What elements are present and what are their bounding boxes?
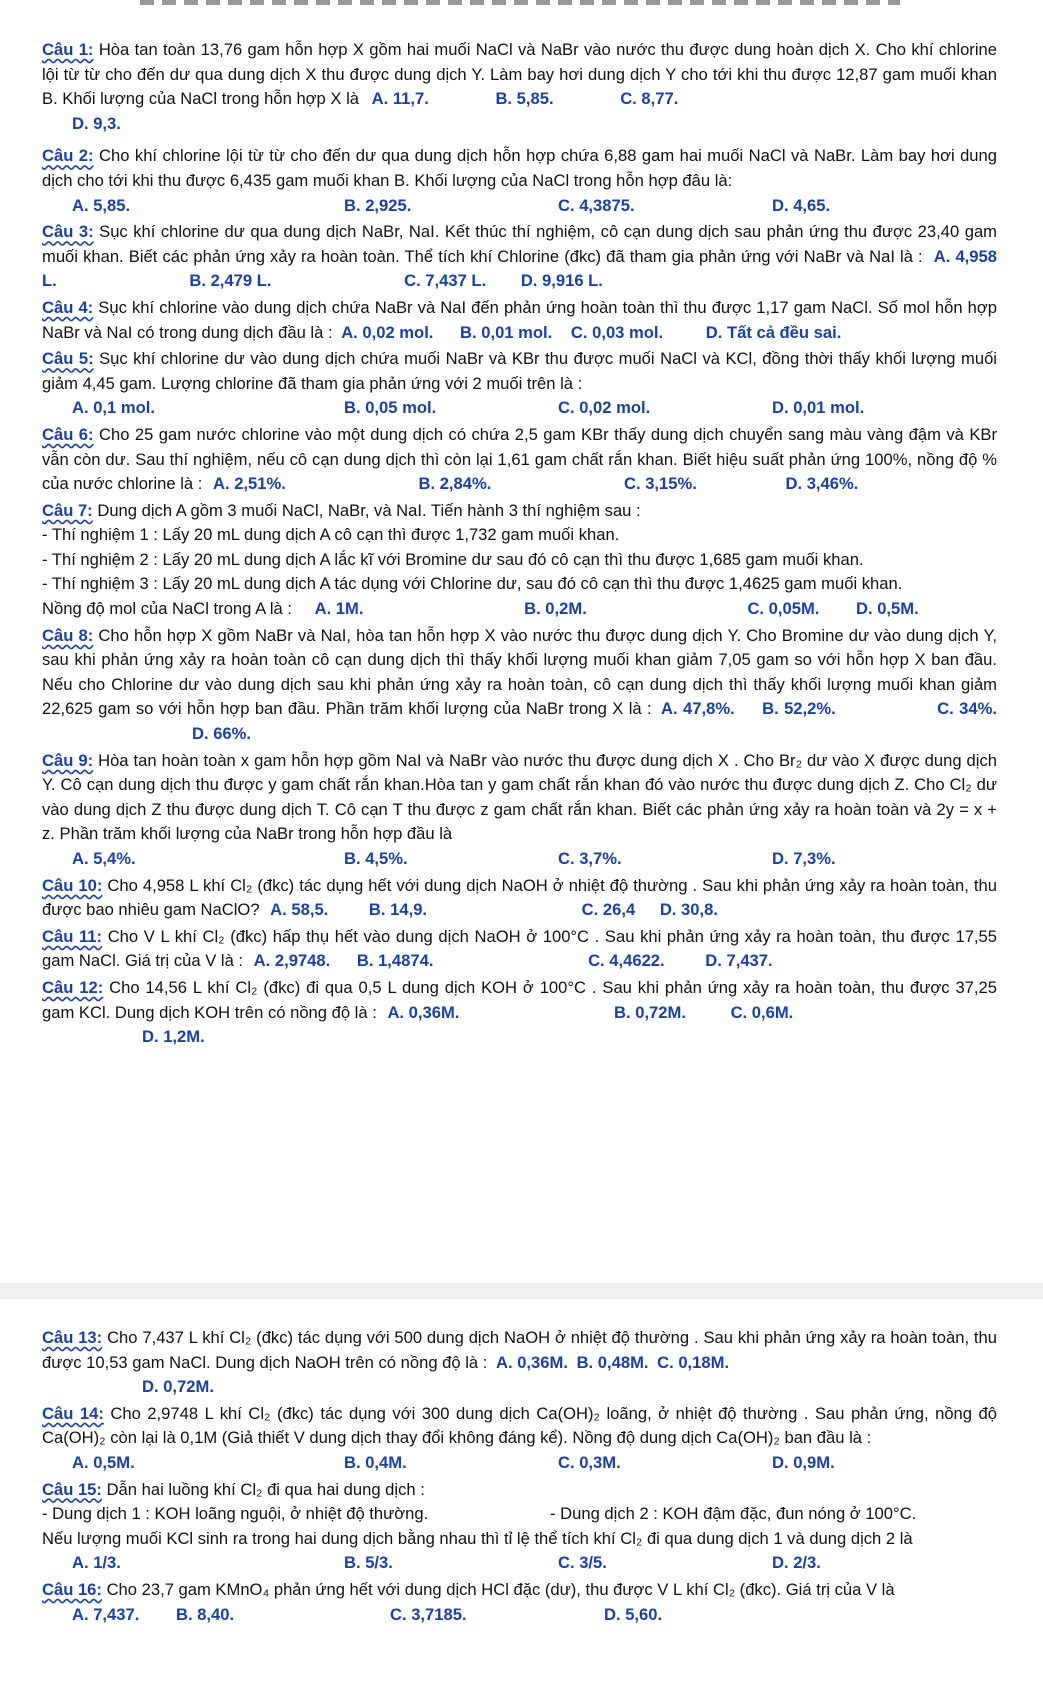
question-text: Hòa tan hoàn toàn x gam hỗn hợp gồm NaI và NaBr vào nước thu được dung dịch X . Cho Br₂ dư vào X được dung dịch Y. Cô cạn dung dịch thu được y gam chất rắn khan.Hòa tan y gam chất rắn khan đó vào nước thu được dung dịch Z. Cho Cl₂ dư vào dung dịch Z thu được dung dịch T. Cô cạn T thu được z gam chất rắn khan. Biết các phản ứng xảy ra hoàn toàn và 2y = x + z. Phần trăm khối lượng của NaBr trong hỗn hợp đầu là bbox=[42, 750, 997, 844]
experiment-2: - Thí nghiệm 2 : Lấy 20 mL dung dịch A lắc kĩ với Bromine dư sau đó cô cạn thì thu được 1,685 gam muối khan. bbox=[42, 549, 864, 569]
option-a: A. 11,7. bbox=[371, 89, 429, 109]
question-4 bbox=[42, 296, 997, 345]
option-c: C. 3,15%. bbox=[623, 474, 697, 494]
question-9 bbox=[42, 749, 997, 872]
option-c: C. 34%. bbox=[937, 699, 997, 719]
option-b: B. 0,48M. bbox=[576, 1352, 649, 1372]
option-c: C. 8,77. bbox=[620, 89, 679, 109]
option-c: C. 0,3M. bbox=[558, 1452, 621, 1472]
question-10 bbox=[42, 874, 997, 923]
question-13 bbox=[42, 1326, 997, 1400]
solution-2: - Dung dịch 2 : KOH đậm đặc, đun nóng ở 100°C. bbox=[550, 1504, 917, 1524]
question-2 bbox=[42, 144, 997, 218]
option-b: B. 5,85. bbox=[495, 89, 554, 109]
option-a: A. 1/3. bbox=[72, 1553, 121, 1573]
option-a: A. 0,36M. bbox=[387, 1002, 460, 1022]
option-a: A. 7,437. bbox=[72, 1604, 140, 1624]
option-c: C. 3,7%. bbox=[558, 849, 622, 868]
question-number: Câu 10: bbox=[42, 875, 103, 895]
question-text: Cho 25 gam nước chlorine vào một dung dịch có chứa 2,5 gam KBr thấy dung dịch chuyển sang màu vàng đậm và KBr vẫn còn dư. Sau thí nghiệm, nếu cô cạn dung dịch thì còn lại 1,61 gam chất rắn khan. Biết hiệu suất phản ứng 100%, nồng độ % của nước chlorine là : bbox=[42, 424, 997, 494]
question-number: Câu 7: bbox=[42, 500, 93, 520]
option-a: A. 47,8%. bbox=[661, 699, 735, 719]
option-c: C. 0,6M. bbox=[730, 1002, 794, 1022]
option-b: B. 0,72M. bbox=[614, 1002, 686, 1022]
question-text: Sục khí chlorine dư qua dung dịch NaBr, NaI. Kết thúc thí nghiệm, cô cạn dung dịch sau phản ứng thu được 23,40 gam muối khan. Biết các phản ứng xảy ra hoàn toàn. Thể tích khí Chlorine (đkc) đã tham gia phản ứng với NaBr và NaI là : bbox=[42, 222, 997, 266]
option-b: B. 4,5%. bbox=[344, 849, 408, 868]
question-number: Câu 8: bbox=[42, 625, 94, 645]
experiment-1: - Thí nghiệm 1 : Lấy 20 mL dung dịch A cô cạn thì được 1,732 gam muối khan. bbox=[42, 525, 620, 545]
option-d: D. 7,437. bbox=[705, 951, 773, 971]
question-7 bbox=[42, 499, 997, 622]
question-number: Câu 15: bbox=[42, 1479, 102, 1499]
question-text: Sục khí chlorine vào dung dịch chứa NaBr và NaI đến phản ứng hoàn toàn thì thu được 1,17 gam NaCl. Số mol hỗn hợp NaBr và NaI có trong dung dịch đầu là : bbox=[42, 297, 997, 342]
question-ask: Nồng độ mol của NaCl trong A là : bbox=[42, 599, 292, 619]
option-d: D. 0,72M. bbox=[142, 1377, 214, 1397]
option-b: B. 2,479 L. bbox=[189, 271, 272, 291]
option-a: A. 2,51%. bbox=[212, 474, 286, 494]
question-1 bbox=[42, 38, 997, 136]
page-separator bbox=[0, 1283, 1043, 1299]
question-text: Dung dịch A gồm 3 muối NaCl, NaBr, và NaI. Tiến hành 3 thí nghiệm sau : bbox=[97, 500, 641, 520]
option-c: C. 0,02 mol. bbox=[558, 398, 651, 418]
option-a: A. 58,5. bbox=[270, 900, 329, 920]
question-number: Câu 14: bbox=[42, 1403, 104, 1423]
question-12 bbox=[42, 976, 997, 1050]
option-b: B. 0,2M. bbox=[524, 599, 587, 619]
option-b: B. 8,40. bbox=[176, 1604, 235, 1624]
option-b: B. 5/3. bbox=[344, 1553, 393, 1573]
option-b: B. 1,4874. bbox=[356, 951, 434, 971]
question-6 bbox=[42, 423, 997, 497]
option-a: A. 4,958 L. bbox=[42, 246, 997, 291]
option-c: C. 0,18M. bbox=[657, 1352, 730, 1372]
option-c: C. 3/5. bbox=[558, 1553, 607, 1573]
option-c: C. 7,437 L. bbox=[404, 271, 487, 291]
question-text: Cho khí chlorine lội từ từ cho đến dư qua dung dịch hỗn hợp chứa 6,88 gam hai muối NaCl và NaBr. Làm bay hơi dung dịch cho tới khi thu được 6,435 gam muối khan B. Khối lượng của NaCl trong hỗn hợp đâu là: bbox=[42, 146, 997, 190]
option-b: B. 0,01 mol. bbox=[460, 322, 553, 342]
question-number: Câu 5: bbox=[42, 349, 94, 369]
question-text: Cho 7,437 L khí Cl₂ (đkc) tác dụng với 500 dung dịch NaOH ở nhiệt độ thường . Sau khi phản ứng xảy ra hoàn toàn, thu được 10,53 gam NaCl. Dung dịch NaOH trên có nồng độ là : bbox=[42, 1328, 997, 1372]
question-number: Câu 1: bbox=[42, 40, 94, 59]
question-number: Câu 4: bbox=[42, 297, 94, 317]
option-d: D. 9,3. bbox=[72, 113, 121, 133]
option-c: C. 26,4 bbox=[581, 900, 636, 920]
option-a: A. 0,36M. bbox=[496, 1352, 568, 1372]
question-number: Câu 13: bbox=[42, 1328, 103, 1347]
option-a: A. 5,85. bbox=[72, 195, 131, 215]
option-d: D. 1,2M. bbox=[142, 1027, 205, 1047]
question-3 bbox=[42, 220, 997, 294]
question-16 bbox=[42, 1578, 997, 1627]
experiment-3: - Thí nghiệm 3 : Lấy 20 mL dung dịch A tác dụng với Chlorine dư, sau đó cô cạn thì thu được 1,4625 gam muối khan. bbox=[42, 574, 903, 594]
question-number: Câu 3: bbox=[42, 222, 94, 242]
option-a: A. 0,02 mol. bbox=[341, 322, 434, 342]
option-c: C. 4,4622. bbox=[588, 951, 665, 971]
question-14 bbox=[42, 1402, 997, 1476]
option-d: D. Tất cả đều sai. bbox=[705, 322, 842, 342]
option-a: A. 0,1 mol. bbox=[72, 398, 155, 418]
option-d: D. 30,8. bbox=[659, 900, 718, 920]
option-b: B. 2,925. bbox=[344, 195, 412, 215]
question-8 bbox=[42, 624, 997, 747]
questions-block-1 bbox=[42, 38, 997, 1052]
option-b: B. 0,05 mol. bbox=[344, 398, 437, 418]
option-a: A. 1M. bbox=[314, 599, 364, 619]
option-c: C. 3,7185. bbox=[390, 1604, 467, 1624]
option-d: D. 5,60. bbox=[604, 1604, 663, 1624]
option-b: B. 0,4M. bbox=[344, 1452, 407, 1472]
question-number: Câu 9: bbox=[42, 750, 94, 770]
option-c: C. 0,03 mol. bbox=[570, 322, 664, 342]
questions-block-2 bbox=[42, 1326, 997, 1629]
question-number: Câu 11: bbox=[42, 926, 103, 946]
question-text: Cho 14,56 L khí Cl₂ (đkc) đi qua 0,5 L dung dịch KOH ở 100°C . Sau khi phản ứng xảy ra hoàn toàn, thu được 37,25 gam KCl. Dung dịch KOH trên có nồng độ là : bbox=[42, 977, 997, 1022]
question-text: Hòa tan toàn 13,76 gam hỗn hợp X gồm hai muối NaCl và NaBr vào nước thu được dung hoàn dịch X. Cho khí chlorine lội từ từ cho đến dư qua dung dịch X thu được dung dịch Y. Làm bay hơi dung dịch Y cho tới khi thu được 12,87 gam muối khan B. Khối lượng của NaCl trong hỗn hợp X là bbox=[42, 40, 997, 109]
option-b: B. 2,84%. bbox=[418, 474, 492, 494]
option-d: D. 66%. bbox=[192, 724, 252, 744]
question-15 bbox=[42, 1478, 997, 1576]
question-text: Cho 2,9748 L khí Cl₂ (đkc) tác dụng với 300 dung dịch Ca(OH)₂ loãng, ở nhiệt độ thường . Sau phản ứng, nồng độ Ca(OH)₂ còn lại là 0,1M (Giả thiết V dung dịch thay đổi không đáng kể). Nồng độ dung dịch Ca(OH)₂ ban đầu là : bbox=[42, 1403, 997, 1448]
option-c: C. 4,3875. bbox=[558, 195, 635, 215]
option-b: B. 14,9. bbox=[368, 900, 428, 920]
question-number: Câu 2: bbox=[42, 146, 94, 166]
option-c: C. 0,05M. bbox=[747, 599, 820, 619]
option-d: D. 2/3. bbox=[772, 1553, 821, 1573]
question-ask: Nếu lượng muối KCl sinh ra trong hai dung dịch bằng nhau thì tỉ lệ thể tích khí Cl₂ đi qua dung dịch 1 và dung dịch 2 là bbox=[42, 1528, 913, 1548]
question-text: Dẫn hai luồng khí Cl₂ đi qua hai dung dịch : bbox=[106, 1479, 425, 1499]
question-text: Cho 4,958 L khí Cl₂ (đkc) tác dụng hết với dung dịch NaOH ở nhiệt độ thường . Sau khi phản ứng xảy ra hoàn toàn, thu được bao nhiêu gam NaClO? bbox=[42, 875, 997, 920]
option-a: A. 0,5M. bbox=[72, 1452, 135, 1472]
option-a: A. 5,4%. bbox=[72, 849, 136, 868]
question-11 bbox=[42, 925, 997, 974]
cropped-header-remnant bbox=[140, 0, 900, 5]
question-number: Câu 6: bbox=[42, 424, 94, 444]
option-d: D. 0,5M. bbox=[856, 599, 919, 619]
question-number: Câu 12: bbox=[42, 977, 104, 997]
option-b: B. 52,2%. bbox=[762, 699, 836, 719]
option-d: D. 7,3%. bbox=[772, 849, 836, 868]
option-d: D. 3,46%. bbox=[785, 474, 859, 494]
question-text: Cho hỗn hợp X gồm NaBr và NaI, hòa tan hỗn hợp X vào nước thu được dung dịch Y. Cho Bromine dư vào dung dịch Y, sau khi phản ứng xảy ra hoàn toàn cô cạn dung dịch thì thấy khối lượng muối khan giảm 7,05 gam so với hỗn hợp X ban đầu. Nếu cho Chlorine dư vào dung dịch sau khi phản ứng xảy ra hoàn toàn, cô cạn dung dịch thì thấy khối lượng muối khan giảm 22,625 gam so với hỗn hợp ban đầu. Phần trăm khối lượng của NaBr trong X là : bbox=[42, 625, 997, 719]
question-text: Sục khí chlorine dư vào dung dịch chứa muối NaBr và KBr thu được muối NaCl và KCl, đồng thời thấy khối lượng muối giảm 4,45 gam. Lượng chlorine đã tham gia phản ứng với 2 muối trên là : bbox=[42, 349, 997, 393]
question-text: Cho V L khí Cl₂ (đkc) hấp thụ hết vào dung dịch NaOH ở 100°C . Sau khi phản ứng xảy ra hoàn toàn, thu được 17,55 gam NaCl. Giá trị của V là : bbox=[42, 926, 997, 971]
option-d: D. 4,65. bbox=[772, 195, 831, 215]
option-a: A. 2,9748. bbox=[253, 951, 331, 971]
question-5 bbox=[42, 347, 997, 421]
question-number: Câu 16: bbox=[42, 1579, 102, 1599]
solution-1: - Dung dịch 1 : KOH loãng nguội, ở nhiệt độ thường. bbox=[42, 1504, 429, 1524]
question-text: Cho 23,7 gam KMnO₄ phản ứng hết với dung dịch HCl đặc (dư), thu được V L khí Cl₂ (đkc). Giá trị của V là bbox=[106, 1579, 895, 1599]
option-d: D. 0,9M. bbox=[772, 1452, 835, 1472]
option-d: D. 0,01 mol. bbox=[772, 398, 865, 418]
option-d: D. 9,916 L. bbox=[520, 271, 603, 291]
